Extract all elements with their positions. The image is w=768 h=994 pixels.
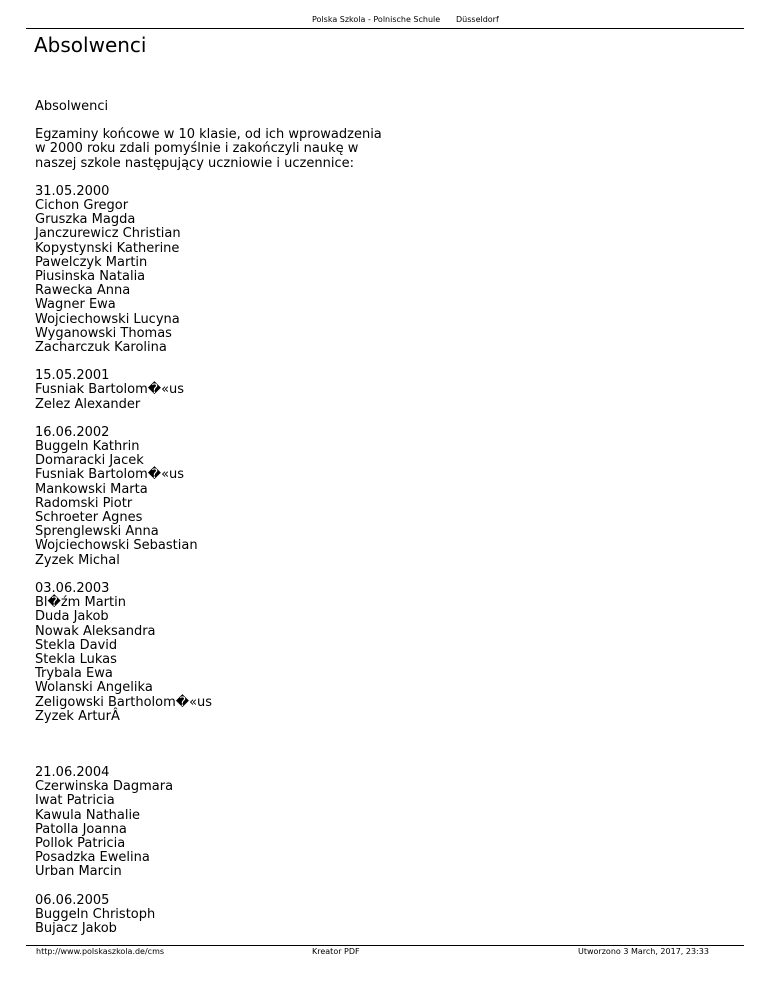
header-divider: [26, 28, 744, 29]
graduate-group: [35, 426, 415, 568]
graduate-name: Posadzka Ewelina: [35, 850, 150, 866]
graduate-group: [35, 369, 415, 412]
graduate-name: Buggeln Christoph: [35, 906, 156, 922]
footer-created-date: Utworzono 3 March, 2017, 23:33: [578, 947, 709, 956]
graduate-name: Iwat Patricia: [35, 793, 115, 809]
graduation-date: 15.05.2001: [35, 368, 110, 384]
graduate-name: Sprenglewski Anna: [35, 524, 159, 540]
intro-line: naszej szkole następujący uczniowie i uczennice:: [35, 155, 354, 171]
graduate-name: Rawecka Anna: [35, 283, 131, 299]
article-content: [35, 100, 415, 936]
graduate-name: Wyganowski Thomas: [35, 325, 172, 341]
graduate-name: Kopystynski Katherine: [35, 240, 180, 256]
graduate-name: Mankowski Marta: [35, 481, 148, 497]
graduate-name: Stekla David: [35, 637, 118, 653]
graduate-name: Schroeter Agnes: [35, 510, 143, 526]
graduate-name: Kawula Nathalie: [35, 807, 141, 823]
graduate-name: Fusniak Bartolom�«us: [35, 467, 185, 483]
intro-paragraph: [35, 128, 415, 171]
intro-line: w 2000 roku zdali pomyślnie i zakończyli naukę w: [35, 141, 359, 157]
graduation-date: 31.05.2000: [35, 183, 110, 199]
graduate-name: Wolanski Angelika: [35, 680, 153, 696]
graduate-name: Buggeln Kathrin: [35, 439, 140, 455]
graduate-name: Stekla Lukas: [35, 651, 117, 667]
intro-line: Egzaminy końcowe w 10 klasie, od ich wprowadzenia: [35, 127, 382, 143]
graduation-date: 06.06.2005: [35, 892, 110, 908]
graduate-name: Nowak Aleksandra: [35, 623, 156, 639]
graduate-name: Cichon Gregor: [35, 198, 129, 214]
graduate-group: [35, 185, 415, 355]
footer-divider: [26, 945, 744, 946]
graduate-name: Pollok Patricia: [35, 835, 126, 851]
header-city: Düsseldorf: [456, 15, 499, 24]
graduate-name: Patolla Joanna: [35, 821, 127, 837]
footer-url: http://www.polskaszkola.de/cms: [36, 947, 165, 956]
graduate-group: [35, 894, 415, 937]
footer-creator: Kreator PDF: [312, 947, 360, 956]
graduate-name: Zyzek ArturÂ: [35, 708, 120, 724]
graduate-name: Wojciechowski Sebastian: [35, 538, 198, 554]
graduate-name: Fusniak Bartolom�«us: [35, 382, 185, 398]
page-title: Absolwenci: [34, 33, 147, 57]
graduate-name: Gruszka Magda: [35, 212, 136, 228]
graduate-name: Zeligowski Bartholom�«us: [35, 694, 213, 710]
graduate-group: [35, 582, 415, 724]
graduate-name: Czerwinska Dagmara: [35, 779, 174, 795]
graduate-name: Pawelczyk Martin: [35, 254, 148, 270]
graduate-name: Urban Marcin: [35, 864, 122, 880]
header-site-name: Polska Szkola - Polnische Schule: [312, 15, 441, 24]
content-heading: Absolwenci: [35, 99, 109, 114]
graduate-name: Zelez Alexander: [35, 396, 141, 412]
graduation-date: 16.06.2002: [35, 424, 110, 440]
graduate-name: Radomski Piotr: [35, 495, 133, 511]
graduate-group: [35, 766, 415, 880]
graduate-name: Wojciechowski Lucyna: [35, 311, 180, 327]
graduate-name: Bujacz Jakob: [35, 920, 117, 936]
graduate-name: Piusinska Natalia: [35, 269, 146, 285]
graduate-name: Wagner Ewa: [35, 297, 116, 313]
graduate-name: Janczurewicz Christian: [35, 226, 181, 242]
graduate-name: Duda Jakob: [35, 609, 109, 625]
graduate-groups: [35, 171, 415, 936]
graduate-name: Trybala Ewa: [35, 666, 113, 682]
graduation-date: 03.06.2003: [35, 580, 110, 596]
graduate-name: Bl�źm Martin: [35, 595, 126, 611]
graduate-name: Domaracki Jacek: [35, 453, 144, 469]
graduate-name: Zyzek Michal: [35, 552, 120, 568]
graduate-name: Zacharczuk Karolina: [35, 340, 167, 356]
graduation-date: 21.06.2004: [35, 764, 110, 780]
